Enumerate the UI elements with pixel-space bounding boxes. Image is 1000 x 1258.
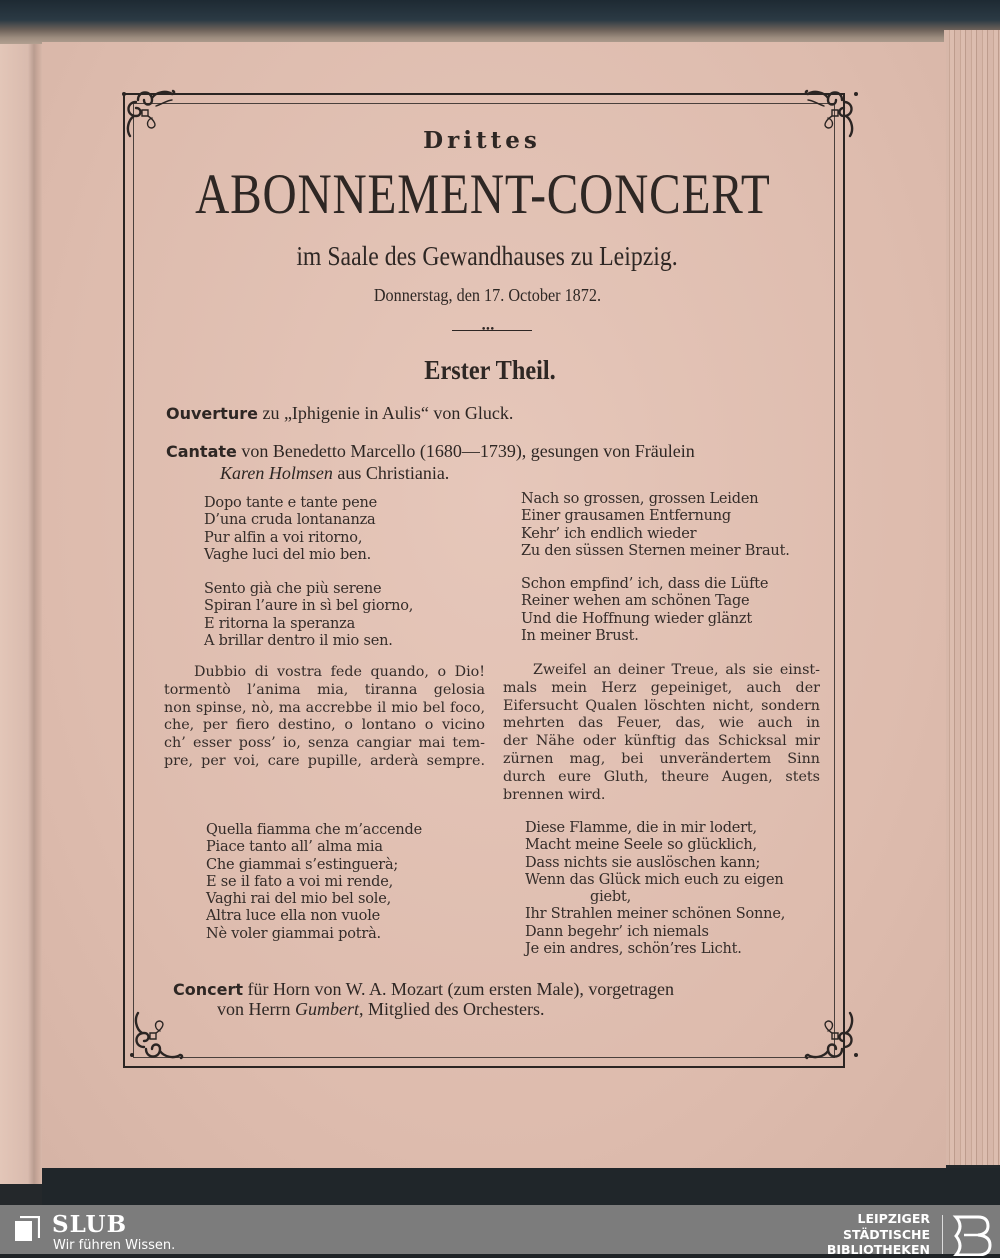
paragraph-line: mals mein Herz gepeiniget, auch der	[503, 679, 820, 696]
paragraph-line: durch eure Gluth, theure Augen, stets	[503, 768, 820, 785]
aria-italian	[206, 822, 422, 943]
verse-line: Dopo tante e tante pene	[204, 495, 378, 511]
slub-book-icon	[14, 1216, 40, 1242]
performer-name: Gumbert	[294, 999, 359, 1019]
item-text: von Herrn	[217, 999, 295, 1019]
logo-separator	[942, 1215, 943, 1254]
item-text: für Horn von W. A. Mozart (zum ersten Male), vorgetragen	[243, 979, 675, 999]
verse-line: Und die Hoffnung wieder glänzt	[521, 610, 752, 627]
verse-line: A brillar dentro il mio sen.	[204, 632, 393, 649]
verse-line: Sento già che più serene	[204, 581, 382, 597]
verse-line: Vaghi rai del mio bel sole,	[206, 891, 392, 908]
item-label: Concert	[173, 980, 243, 999]
item-text: , Mitglied des Orchesters.	[358, 999, 545, 1019]
verse-line: Einer grausamen Entfernung	[521, 508, 731, 525]
verse-line: Wenn das Glück mich euch zu eigen	[525, 871, 784, 888]
verse-line: Pur alfin a voi ritorno,	[204, 529, 363, 546]
concert-date: Donnerstag, den 17. October 1872.	[373, 285, 602, 305]
paragraph-line: brennen wird.	[503, 786, 606, 803]
corner-ornament-icon	[124, 1005, 188, 1069]
verse-line: Che giammai s’estinguerà;	[206, 856, 399, 873]
paragraph-line: tormentò l’anima mia, tiranna gelosia	[164, 681, 485, 698]
recitative-german	[503, 662, 820, 804]
verse-line: E ritorna la speranza	[204, 615, 356, 632]
paragraph-line: der Nähe oder künftig das Schicksal mir	[503, 733, 820, 750]
verse-line: Dass nichts sie auslöschen kann;	[525, 854, 761, 871]
item-text: aus Christiania.	[332, 463, 450, 483]
verse-line: Spiran l’aure in sì bel giorno,	[204, 598, 414, 615]
verse-line: Schon empfind’ ich, dass die Lüfte	[521, 576, 769, 592]
verse-line: Altra luce ella non vuole	[206, 908, 381, 925]
verse-line: Dann begehr’ ich niemals	[525, 923, 709, 940]
paragraph-line: zürnen mag, bei unverändertem Sinn	[503, 750, 820, 767]
verse-line: Diese Flamme, die in mir lodert,	[525, 820, 757, 836]
paragraph-line: mehrten das Feuer, das, wie auch in	[503, 715, 820, 732]
lsb-b-logo-icon	[952, 1214, 992, 1256]
verse-german-1	[521, 491, 790, 560]
verse-italian-2	[204, 581, 413, 650]
recitative-italian	[164, 664, 485, 771]
left-page-edge	[0, 44, 42, 1184]
program-item-cantata	[166, 440, 695, 463]
verse-german-2	[521, 576, 768, 645]
section-title: Erster Theil.	[424, 355, 556, 385]
book-bottom-shadow	[42, 1168, 1000, 1205]
lsb-line: LEIPZIGER	[857, 1211, 930, 1226]
verse-line: Ihr Strahlen meiner schönen Sonne,	[525, 906, 786, 923]
paragraph-line: Eifersucht Qualen löschten nicht, sondern	[503, 697, 820, 714]
heading-ordinal: Drittes	[423, 127, 541, 154]
verse-line: Je ein andres, schön’res Licht.	[525, 941, 742, 958]
verse-line: Nach so grossen, grossen Leiden	[521, 491, 759, 507]
lsb-logo-text	[827, 1211, 930, 1258]
right-page-stack	[944, 30, 1000, 1165]
item-text: zu „Iphigenie in Aulis“ von Gluck.	[257, 403, 514, 423]
lsb-line: STÄDTISCHE	[843, 1226, 930, 1242]
slub-tagline: Wir führen Wissen.	[53, 1238, 176, 1253]
item-label: Cantate	[166, 442, 237, 461]
footer-bar	[0, 1205, 1000, 1257]
item-text: von Benedetto Marcello (1680—1739), gesungen von Fräulein	[236, 441, 695, 461]
lsb-line: BIBLIOTHEKEN	[826, 1242, 930, 1257]
verse-italian-1	[204, 495, 377, 564]
verse-line: Zu den süssen Sternen meiner Braut.	[521, 542, 790, 559]
page-title: ABONNEMENT-CONCERT	[195, 163, 771, 226]
verse-line: In meiner Brust.	[521, 627, 639, 644]
venue-line: im Saale des Gewandhauses zu Leipzig.	[296, 241, 678, 271]
paragraph-line: ch’ esser poss’ io, senza cangiar mai tem-	[164, 735, 485, 752]
slub-logo-text: SLUB	[52, 1211, 128, 1238]
verse-line: Piace tanto all’ alma mia	[206, 839, 383, 856]
verse-line: D’una cruda lontananza	[204, 512, 376, 529]
item-label: Ouverture	[166, 404, 258, 423]
verse-line: Reiner wehen am schönen Tage	[521, 593, 750, 610]
divider-ornament: •••	[481, 325, 494, 335]
program-item-horn-concerto-cont	[217, 998, 544, 1020]
paragraph-line: Zweifel an deiner Treue, als sie einst-	[533, 662, 820, 678]
verse-line: Nè voler giammai potrà.	[206, 925, 381, 942]
program-item-cantata-cont	[220, 462, 449, 484]
corner-ornament-icon	[800, 1005, 864, 1069]
aria-german	[525, 820, 785, 958]
verse-line: Quella fiamma che m’accende	[206, 822, 423, 838]
paragraph-line: che, per fiero destino, o lontano o vicino	[164, 717, 485, 734]
verse-line: giebt,	[590, 889, 632, 906]
performer-name: Karen Holmsen	[220, 463, 333, 483]
paragraph-line: non spinse, nò, ma accrebbe il mio bel foco,	[164, 699, 485, 716]
verse-line: Macht meine Seele so glücklich,	[525, 837, 757, 854]
program-item-overture	[166, 402, 513, 425]
paragraph-line: Dubbio di vostra fede quando, o Dio!	[194, 664, 485, 680]
verse-line: E se il fato a voi mi rende,	[206, 873, 394, 890]
verse-line: Vaghe luci del mio ben.	[204, 546, 371, 563]
paragraph-line: pre, per voi, care pupille, arderà sempre.	[164, 752, 485, 769]
verse-line: Kehr’ ich endlich wieder	[521, 525, 697, 542]
book-top-edge	[0, 0, 1000, 48]
